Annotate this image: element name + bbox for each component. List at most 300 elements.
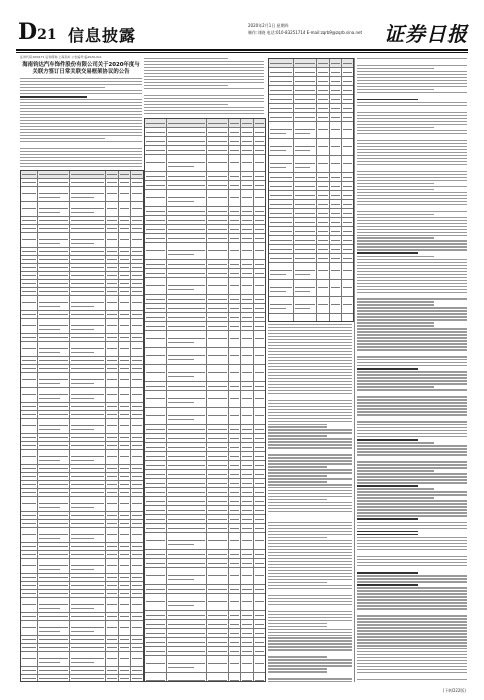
- table-cell: [294, 104, 317, 112]
- text-line: [357, 337, 467, 338]
- table-header-row: [21, 171, 143, 179]
- text-line: [357, 140, 467, 141]
- text-line: [20, 160, 142, 161]
- table-cell: [229, 260, 242, 268]
- table-cell: [106, 497, 119, 511]
- text-line: [357, 660, 467, 661]
- table-cell: [119, 342, 132, 356]
- table-cell: [70, 636, 106, 643]
- text-line: [357, 461, 467, 462]
- text-line: [20, 141, 142, 142]
- table-cell: [241, 568, 254, 584]
- text-line: [357, 143, 467, 144]
- text-line: [357, 543, 467, 544]
- table-cell: [145, 331, 167, 347]
- table-cell: [38, 187, 69, 201]
- table-cell: [229, 216, 242, 224]
- text-line: [357, 174, 467, 175]
- table-cell: [167, 533, 207, 549]
- table-cell: [269, 95, 294, 103]
- text-line: [268, 342, 352, 343]
- table-cell: [70, 311, 106, 318]
- text-line: [268, 400, 352, 401]
- table-cell: [145, 470, 167, 478]
- table-row: [145, 443, 265, 452]
- text-line: [357, 259, 467, 260]
- table-row: [21, 272, 143, 280]
- article-body-col1: [20, 78, 142, 168]
- table-cell: [131, 465, 143, 472]
- text-line: [268, 626, 327, 627]
- table-cell: [119, 280, 132, 287]
- table-cell: [241, 234, 254, 242]
- table-cell: [145, 181, 167, 189]
- text-line: [357, 192, 467, 193]
- table-cell: [119, 667, 132, 674]
- text-line: [268, 659, 352, 660]
- text-line: [144, 104, 228, 105]
- table-cell: [294, 200, 317, 208]
- text-line: [268, 454, 352, 455]
- table-cell: [70, 225, 106, 232]
- table-cell: [342, 218, 353, 226]
- table-cell: [241, 638, 254, 646]
- table-cell: [21, 667, 38, 674]
- text-line: [357, 133, 467, 134]
- text-line: [20, 148, 142, 149]
- table-cell: [21, 434, 38, 441]
- table-cell: [119, 520, 132, 527]
- table-cell: [167, 638, 207, 646]
- text-line: [357, 280, 467, 281]
- article-headline: 海南钧达汽车饰件股份有限公司关于2020年度与关联方签订日常关联交易框架协议的公告: [22, 62, 140, 75]
- table-cell: [21, 342, 38, 356]
- table-cell: [38, 481, 69, 488]
- text-line: [357, 503, 467, 504]
- table-cell: [207, 190, 229, 206]
- table-cell: [119, 497, 132, 511]
- table-cell: [145, 533, 167, 549]
- table-cell: [21, 233, 38, 247]
- text-line: [357, 578, 467, 579]
- table-cell: [145, 295, 167, 303]
- text-line: [357, 546, 467, 547]
- text-line: [357, 518, 418, 520]
- table-cell: [145, 382, 167, 390]
- table-cell: [145, 594, 167, 610]
- text-line: [20, 154, 142, 155]
- table-row: [145, 673, 265, 682]
- table-row: [21, 217, 143, 225]
- table-cell: [131, 667, 143, 674]
- table-cell: [131, 388, 143, 402]
- table-cell: [330, 156, 342, 172]
- table-cell: [131, 473, 143, 480]
- table-cell: [38, 311, 69, 318]
- text-line: [268, 552, 352, 553]
- table-cell: [131, 551, 143, 558]
- table-cell: [241, 382, 254, 390]
- table-cell: [145, 647, 167, 655]
- table-cell: [106, 187, 119, 201]
- text-line: [357, 424, 467, 425]
- text-line: [268, 629, 352, 630]
- table-cell: [229, 647, 242, 655]
- table-cell: [207, 269, 229, 277]
- table-cell: [21, 520, 38, 527]
- text-line: [144, 82, 264, 83]
- table-cell: [294, 113, 317, 121]
- table-cell: [70, 465, 106, 472]
- table-cell: [241, 190, 254, 206]
- table-cell: [167, 348, 207, 364]
- table-cell: [241, 260, 254, 268]
- table-cell: [106, 473, 119, 480]
- text-line: [357, 436, 467, 437]
- text-line: [268, 567, 352, 568]
- table-cell: [145, 461, 167, 469]
- text-line: [268, 463, 352, 464]
- article-code-line: 证券代码:600171 证券简称:上海贝岭 公告编号:临2020-011: [20, 55, 102, 59]
- table-row: [21, 520, 143, 528]
- table-cell: [254, 479, 266, 487]
- table-cell: [317, 236, 329, 244]
- table-cell: [145, 225, 167, 233]
- text-line: [268, 546, 352, 547]
- table-cell: [167, 559, 207, 567]
- table-cell: [229, 304, 242, 312]
- table-cell: [145, 611, 167, 619]
- text-line: [268, 426, 327, 427]
- table-cell: [106, 272, 119, 279]
- table-row: [21, 551, 143, 559]
- table-cell: [70, 644, 106, 651]
- table-cell: [254, 425, 266, 433]
- table-cell: [21, 217, 38, 224]
- table-cell: [21, 357, 38, 364]
- table-row: [21, 497, 143, 512]
- table-cell: [145, 497, 167, 505]
- table-cell: [21, 497, 38, 511]
- text-line: [268, 537, 327, 538]
- table-row: [145, 497, 265, 506]
- table-cell: [145, 322, 167, 330]
- text-line: [268, 336, 352, 337]
- text-line: [268, 598, 352, 599]
- table-cell: [317, 68, 329, 76]
- text-line: [268, 487, 352, 488]
- table-cell: [167, 550, 207, 558]
- table-row: [269, 68, 353, 77]
- table-cell: [342, 209, 353, 217]
- table-row: [145, 313, 265, 322]
- table-cell: [269, 182, 294, 190]
- text-line: [357, 494, 467, 495]
- table-cell: [330, 200, 342, 208]
- table-cell: [167, 611, 207, 619]
- table-row: [145, 190, 265, 207]
- table-cell: [119, 388, 132, 402]
- table-cell: [207, 647, 229, 655]
- text-line: [357, 411, 467, 412]
- table-cell: [241, 594, 254, 610]
- table-cell: [145, 425, 167, 433]
- text-line: [357, 298, 467, 299]
- table-cell: [207, 533, 229, 549]
- text-line: [357, 512, 467, 513]
- text-line: [20, 96, 87, 98]
- text-line: [268, 424, 327, 425]
- text-line: [268, 525, 352, 526]
- table-cell: [106, 434, 119, 441]
- text-line: [268, 656, 327, 657]
- table-cell: [21, 280, 38, 287]
- table-cell: [38, 233, 69, 247]
- table-cell: [21, 365, 38, 372]
- table-cell: [131, 373, 143, 387]
- table-cell: [254, 594, 266, 610]
- table-row: [21, 473, 143, 481]
- text-line: [357, 531, 418, 533]
- table-header-row: [145, 119, 265, 128]
- table-cell: [317, 95, 329, 103]
- text-line: [144, 113, 264, 114]
- table-cell: [207, 559, 229, 567]
- text-line: [20, 120, 142, 121]
- table-cell: [38, 248, 69, 255]
- table-cell: [38, 288, 69, 295]
- text-line: [357, 130, 467, 131]
- text-line: [357, 454, 467, 455]
- table-cell: [119, 582, 132, 589]
- table-cell: [317, 104, 329, 112]
- table-cell: [207, 515, 229, 523]
- table-cell: [229, 331, 242, 347]
- table-cell: [330, 139, 342, 155]
- table-cell: [342, 122, 353, 138]
- table-cell: [229, 155, 242, 171]
- table-cell: [70, 598, 106, 612]
- table-row: [145, 452, 265, 461]
- table-cell: [167, 234, 207, 242]
- table-cell: [269, 200, 294, 208]
- text-line: [357, 627, 467, 628]
- table-cell: [38, 675, 69, 682]
- table-cell: [269, 59, 294, 67]
- table-cell: [106, 512, 119, 519]
- table-cell: [38, 334, 69, 341]
- text-line: [357, 89, 434, 90]
- text-line: [268, 490, 352, 491]
- table-cell: [106, 225, 119, 232]
- table-cell: [131, 644, 143, 651]
- table-cell: [119, 357, 132, 364]
- text-line: [268, 369, 352, 370]
- table-cell: [167, 470, 207, 478]
- text-line: [357, 633, 467, 634]
- table-cell: [207, 434, 229, 442]
- table-cell: [167, 488, 207, 496]
- table-cell: [207, 629, 229, 637]
- text-line: [268, 508, 352, 509]
- table-cell: [207, 181, 229, 189]
- text-line: [357, 467, 467, 468]
- text-line: [357, 310, 467, 311]
- table-cell: [342, 156, 353, 172]
- text-line: [357, 331, 467, 332]
- table-cell: [207, 119, 229, 127]
- table-cell: [38, 388, 69, 402]
- text-line: [20, 151, 142, 152]
- table-cell: [119, 644, 132, 651]
- table-cell: [167, 260, 207, 268]
- text-line: [357, 624, 467, 625]
- table-cell: [167, 497, 207, 505]
- text-line: [268, 611, 352, 612]
- table-cell: [330, 122, 342, 138]
- table-cell: [254, 278, 266, 294]
- table-cell: [119, 373, 132, 387]
- text-line: [268, 327, 352, 328]
- table-cell: [70, 551, 106, 558]
- table-cell: [38, 613, 69, 620]
- table-cell: [269, 113, 294, 121]
- text-line: [357, 636, 467, 637]
- text-line: [268, 531, 352, 532]
- table-cell: [38, 256, 69, 263]
- table-row: [145, 594, 265, 611]
- table-cell: [21, 644, 38, 651]
- table-cell: [317, 200, 329, 208]
- table-cell: [229, 348, 242, 364]
- table-cell: [241, 550, 254, 558]
- table-row: [269, 200, 353, 209]
- table-cell: [241, 408, 254, 424]
- table-row: [145, 146, 265, 155]
- table-row: [21, 559, 143, 574]
- table-cell: [317, 191, 329, 199]
- table-cell: [119, 442, 132, 449]
- table-cell: [207, 128, 229, 136]
- text-line: [357, 651, 467, 652]
- table-cell: [119, 574, 132, 581]
- table-cell: [229, 391, 242, 407]
- table-cell: [269, 139, 294, 155]
- table-cell: [317, 254, 329, 262]
- text-line: [20, 99, 142, 100]
- table-cell: [241, 479, 254, 487]
- table-cell: [241, 391, 254, 407]
- table-cell: [21, 419, 38, 433]
- text-line: [357, 488, 434, 489]
- table-cell: [254, 260, 266, 268]
- table-cell: [21, 465, 38, 472]
- table-cell: [254, 295, 266, 303]
- table-cell: [167, 225, 207, 233]
- text-line: [357, 229, 467, 230]
- table-row: [21, 233, 143, 248]
- table-cell: [167, 128, 207, 136]
- table-cell: [167, 461, 207, 469]
- table-cell: [254, 620, 266, 628]
- table-cell: [207, 225, 229, 233]
- table-cell: [106, 388, 119, 402]
- table-cell: [119, 465, 132, 472]
- text-line: [268, 579, 352, 580]
- table-cell: [145, 673, 167, 682]
- table-cell: [70, 667, 106, 674]
- table-row: [145, 434, 265, 443]
- text-line: [357, 399, 467, 400]
- table-cell: [21, 225, 38, 232]
- table-cell: [131, 411, 143, 418]
- article-body-col4: [357, 58, 467, 682]
- text-line: [144, 98, 264, 99]
- text-line: [20, 132, 142, 133]
- table-cell: [106, 311, 119, 318]
- editor-info: 制作:刘晓 电话:010-83251714 E-mail:zqrb9@zqrb.sina.net: [248, 30, 363, 35]
- text-line: [357, 92, 467, 93]
- table-cell: [241, 470, 254, 478]
- table-cell: [241, 146, 254, 154]
- table-cell: [131, 598, 143, 612]
- table-cell: [269, 209, 294, 217]
- table-cell: [119, 512, 132, 519]
- table-cell: [269, 227, 294, 235]
- text-line: [357, 232, 467, 233]
- text-line: [144, 64, 264, 65]
- table-cell: [21, 652, 38, 666]
- table-cell: [38, 644, 69, 651]
- table-cell: [106, 465, 119, 472]
- table-row: [21, 202, 143, 217]
- table-cell: [38, 590, 69, 597]
- table-row: [21, 543, 143, 551]
- text-line: [357, 581, 467, 582]
- table-cell: [207, 425, 229, 433]
- table-cell: [167, 146, 207, 154]
- text-line: [357, 365, 467, 366]
- table-cell: [119, 419, 132, 433]
- table-cell: [229, 382, 242, 390]
- table-cell: [145, 348, 167, 364]
- text-line: [268, 620, 352, 621]
- text-line: [357, 368, 418, 370]
- text-line: [268, 573, 352, 574]
- table-row: [21, 528, 143, 543]
- table-row: [145, 382, 265, 391]
- table-row: [145, 155, 265, 172]
- table-cell: [254, 313, 266, 321]
- table-row: [145, 225, 265, 234]
- table-cell: [131, 296, 143, 310]
- table-cell: [207, 470, 229, 478]
- text-line: [357, 349, 467, 350]
- table-cell: [119, 613, 132, 620]
- table-cell: [317, 86, 329, 94]
- table-cell: [38, 411, 69, 418]
- table-cell: [119, 559, 132, 573]
- table-row: [21, 465, 143, 473]
- table-row: [145, 234, 265, 243]
- table-cell: [119, 202, 132, 216]
- table-cell: [342, 200, 353, 208]
- text-line: [357, 268, 467, 269]
- text-line: [357, 325, 434, 326]
- table-cell: [207, 243, 229, 259]
- table-cell: [342, 86, 353, 94]
- text-line: [357, 316, 467, 317]
